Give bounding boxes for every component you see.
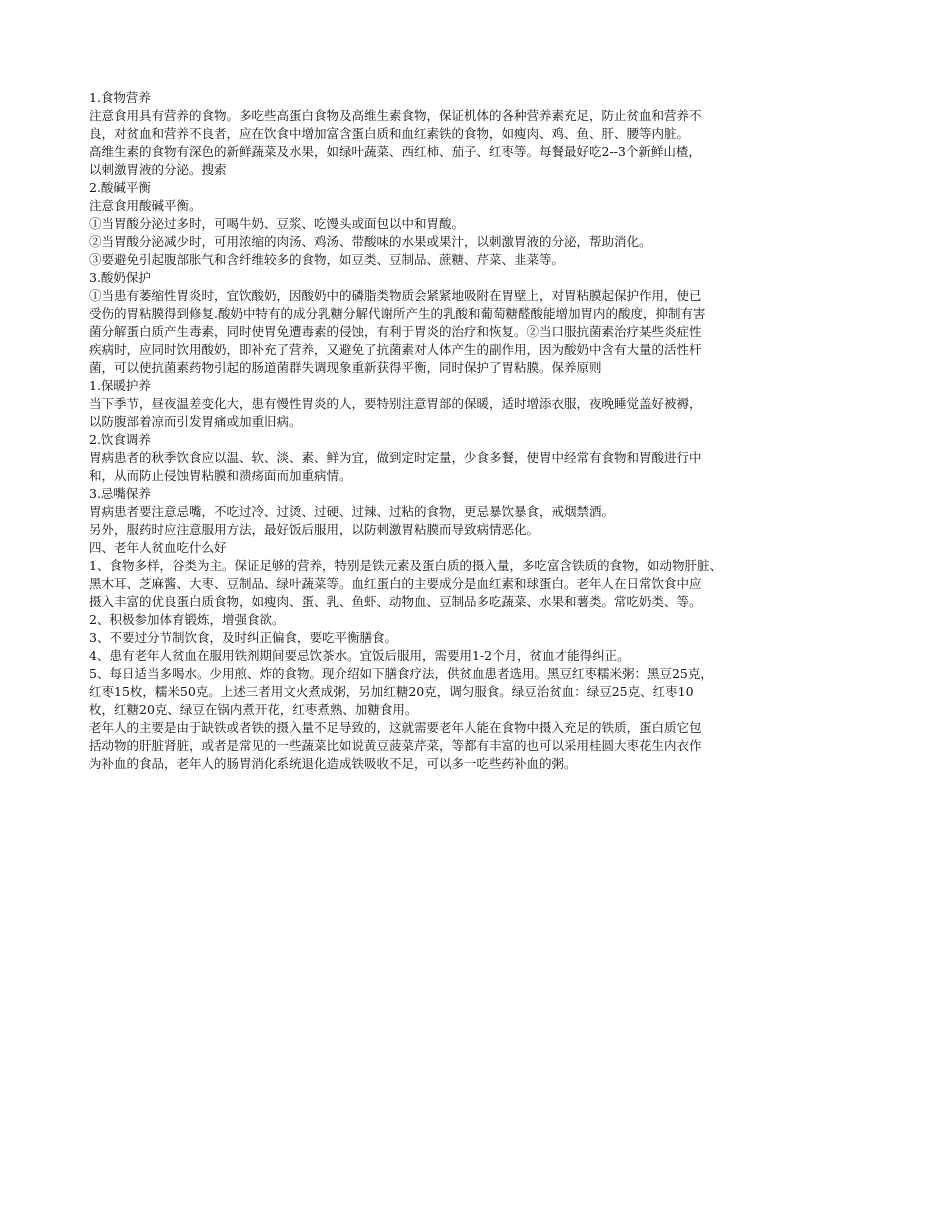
heading-diet-care: 2.饮食调养 — [89, 432, 151, 447]
paragraph-line: 胃病患者的秋季饮食应以温、软、淡、素、鲜为宜，做到定时定量，少食多餐，使胃中经常有食物和胃酸进行中 — [89, 450, 702, 465]
heading-food-nutrition: 1.食物营养 — [89, 90, 151, 105]
heading-acid-base-balance: 2.酸碱平衡 — [89, 180, 151, 195]
paragraph-line: 胃病患者要注意忌嘴，不吃过冷、过烫、过硬、过辣、过粘的食物，更忌暴饮暴食，戒烟禁酒。 — [89, 504, 615, 519]
paragraph-line: 另外，服药时应注意服用方法，最好饭后服用，以防刺激胃粘膜而导致病情恶化。 — [89, 522, 540, 537]
list-item-line: 2、积极参加体育锻炼，增强食欲。 — [89, 612, 285, 627]
paragraph-line: 良，对贫血和营养不良者，应在饮食中增加富含蛋白质和血红素铁的食物，如瘦肉、鸡、鱼、肝、腰等内脏。 — [89, 126, 690, 141]
heading-elderly-anemia: 四、老年人贫血吃什么好 — [89, 540, 227, 555]
list-item-line: 黑木耳、芝麻酱、大枣、豆制品、绿叶蔬菜等。血红蛋白的主要成分是血红素和球蛋白。老年人在日常饮食中应 — [89, 576, 702, 591]
list-item-line: 1、食物多样，谷类为主。保证足够的营养，特别是铁元素及蛋白质的摄入量，多吃富含铁质的食物，如动物肝脏、 — [89, 558, 722, 573]
list-item-line: 4、患有老年人贫血在服用铁剂期间要忌饮茶水。宜饭后服用，需要用1-2个月，贫血才能得纠正。 — [89, 648, 630, 663]
paragraph-line: 和，从而防止侵蚀胃粘膜和溃疡面而加重病情。 — [89, 468, 352, 483]
list-item-line: 枚，红糖20克、绿豆在锅内煮开花，红枣煮熟、加糖食用。 — [89, 702, 418, 717]
heading-keep-warm: 1.保暖护养 — [89, 378, 151, 393]
paragraph-line: 受伤的胃粘膜得到修复.酸奶中特有的成分乳糖分解代谢所产生的乳酸和葡萄糖醛酸能增加胃内的酸度，抑制有害 — [89, 306, 706, 321]
paragraph-line: 为补血的食品，老年人的肠胃消化系统退化造成铁吸收不足，可以多一吃些药补血的粥。 — [89, 756, 577, 771]
heading-yogurt-protection: 3.酸奶保护 — [89, 270, 151, 285]
list-item-line: 5、每日适当多喝水。少用煎、炸的食物。现介绍如下膳食疗法，供贫血患者选用。黑豆红枣糯米粥：黑豆25克， — [89, 666, 713, 681]
paragraph-line: 以刺激胃液的分泌。搜索 — [89, 162, 227, 177]
paragraph-line: 菌，可以使抗菌素药物引起的肠道菌群失调现象重新获得平衡，同时保护了胃粘膜。保养原则 — [89, 360, 602, 375]
list-item-line: 摄入丰富的优良蛋白质食物，如瘦肉、蛋、乳、鱼虾、动物血、豆制品多吃蔬菜、水果和薯类。常吃奶类、等。 — [89, 594, 702, 609]
list-item-line: 3、不要过分节制饮食，及时纠正偏食，要吃平衡膳食。 — [89, 630, 397, 645]
paragraph-line: ①当胃酸分泌过多时，可喝牛奶、豆浆、吃馒头或面包以中和胃酸。 — [89, 216, 465, 231]
paragraph-line: ②当胃酸分泌减少时，可用浓缩的肉汤、鸡汤、带酸味的水果或果汁，以刺激胃液的分泌，帮助消化。 — [89, 234, 652, 249]
paragraph-line: 老年人的主要是由于缺铁或者铁的摄入量不足导致的，这就需要老年人能在食物中摄入充足的铁质，蛋白质它包 — [89, 720, 702, 735]
paragraph-line: 注意食用酸碱平衡。 — [89, 198, 202, 213]
paragraph-line: 以防腹部着凉而引发胃痛或加重旧病。 — [89, 414, 302, 429]
paragraph-line: ①当患有萎缩性胃炎时，宜饮酸奶，因酸奶中的磷脂类物质会紧紧地吸附在胃壁上，对胃粘膜起保护作用，使已 — [89, 288, 702, 303]
document-body — [89, 89, 869, 773]
list-item-line: 红枣15枚，糯米50克。上述三者用文火煮成粥，另加红糖20克，调匀服食。绿豆治贫血：绿豆25克、红枣10 — [89, 684, 694, 699]
paragraph-line: 括动物的肝脏肾脏，或者是常见的一些蔬菜比如说黄豆菠菜芹菜，等都有丰富的也可以采用桂圆大枣花生内衣作 — [89, 738, 702, 753]
heading-food-restrictions: 3.忌嘴保养 — [89, 486, 151, 501]
paragraph-line: 高维生素的食物有深色的新鲜蔬菜及水果，如绿叶蔬菜、西红柿、茄子、红枣等。每餐最好吃2--3个新鲜山楂， — [89, 144, 701, 159]
paragraph-line: 疾病时，应同时饮用酸奶，即补充了营养，又避免了抗菌素对人体产生的副作用，因为酸奶中含有大量的活性杆 — [89, 342, 702, 357]
paragraph-line: 当下季节，昼夜温差变化大，患有慢性胃炎的人，要特别注意胃部的保暖，适时增添衣服，夜晚睡觉盖好被褥， — [89, 396, 702, 411]
paragraph-line: 注意食用具有营养的食物。多吃些高蛋白食物及高维生素食物，保证机体的各种营养素充足，防止贫血和营养不 — [89, 108, 702, 123]
paragraph-line: 菌分解蛋白质产生毒素，同时使胃免遭毒素的侵蚀，有利于胃炎的治疗和恢复。②当口服抗菌素治疗某些炎症性 — [89, 324, 702, 339]
paragraph-line: ③要避免引起腹部胀气和含纤维较多的食物，如豆类、豆制品、蔗糖、芹菜、韭菜等。 — [89, 252, 565, 267]
